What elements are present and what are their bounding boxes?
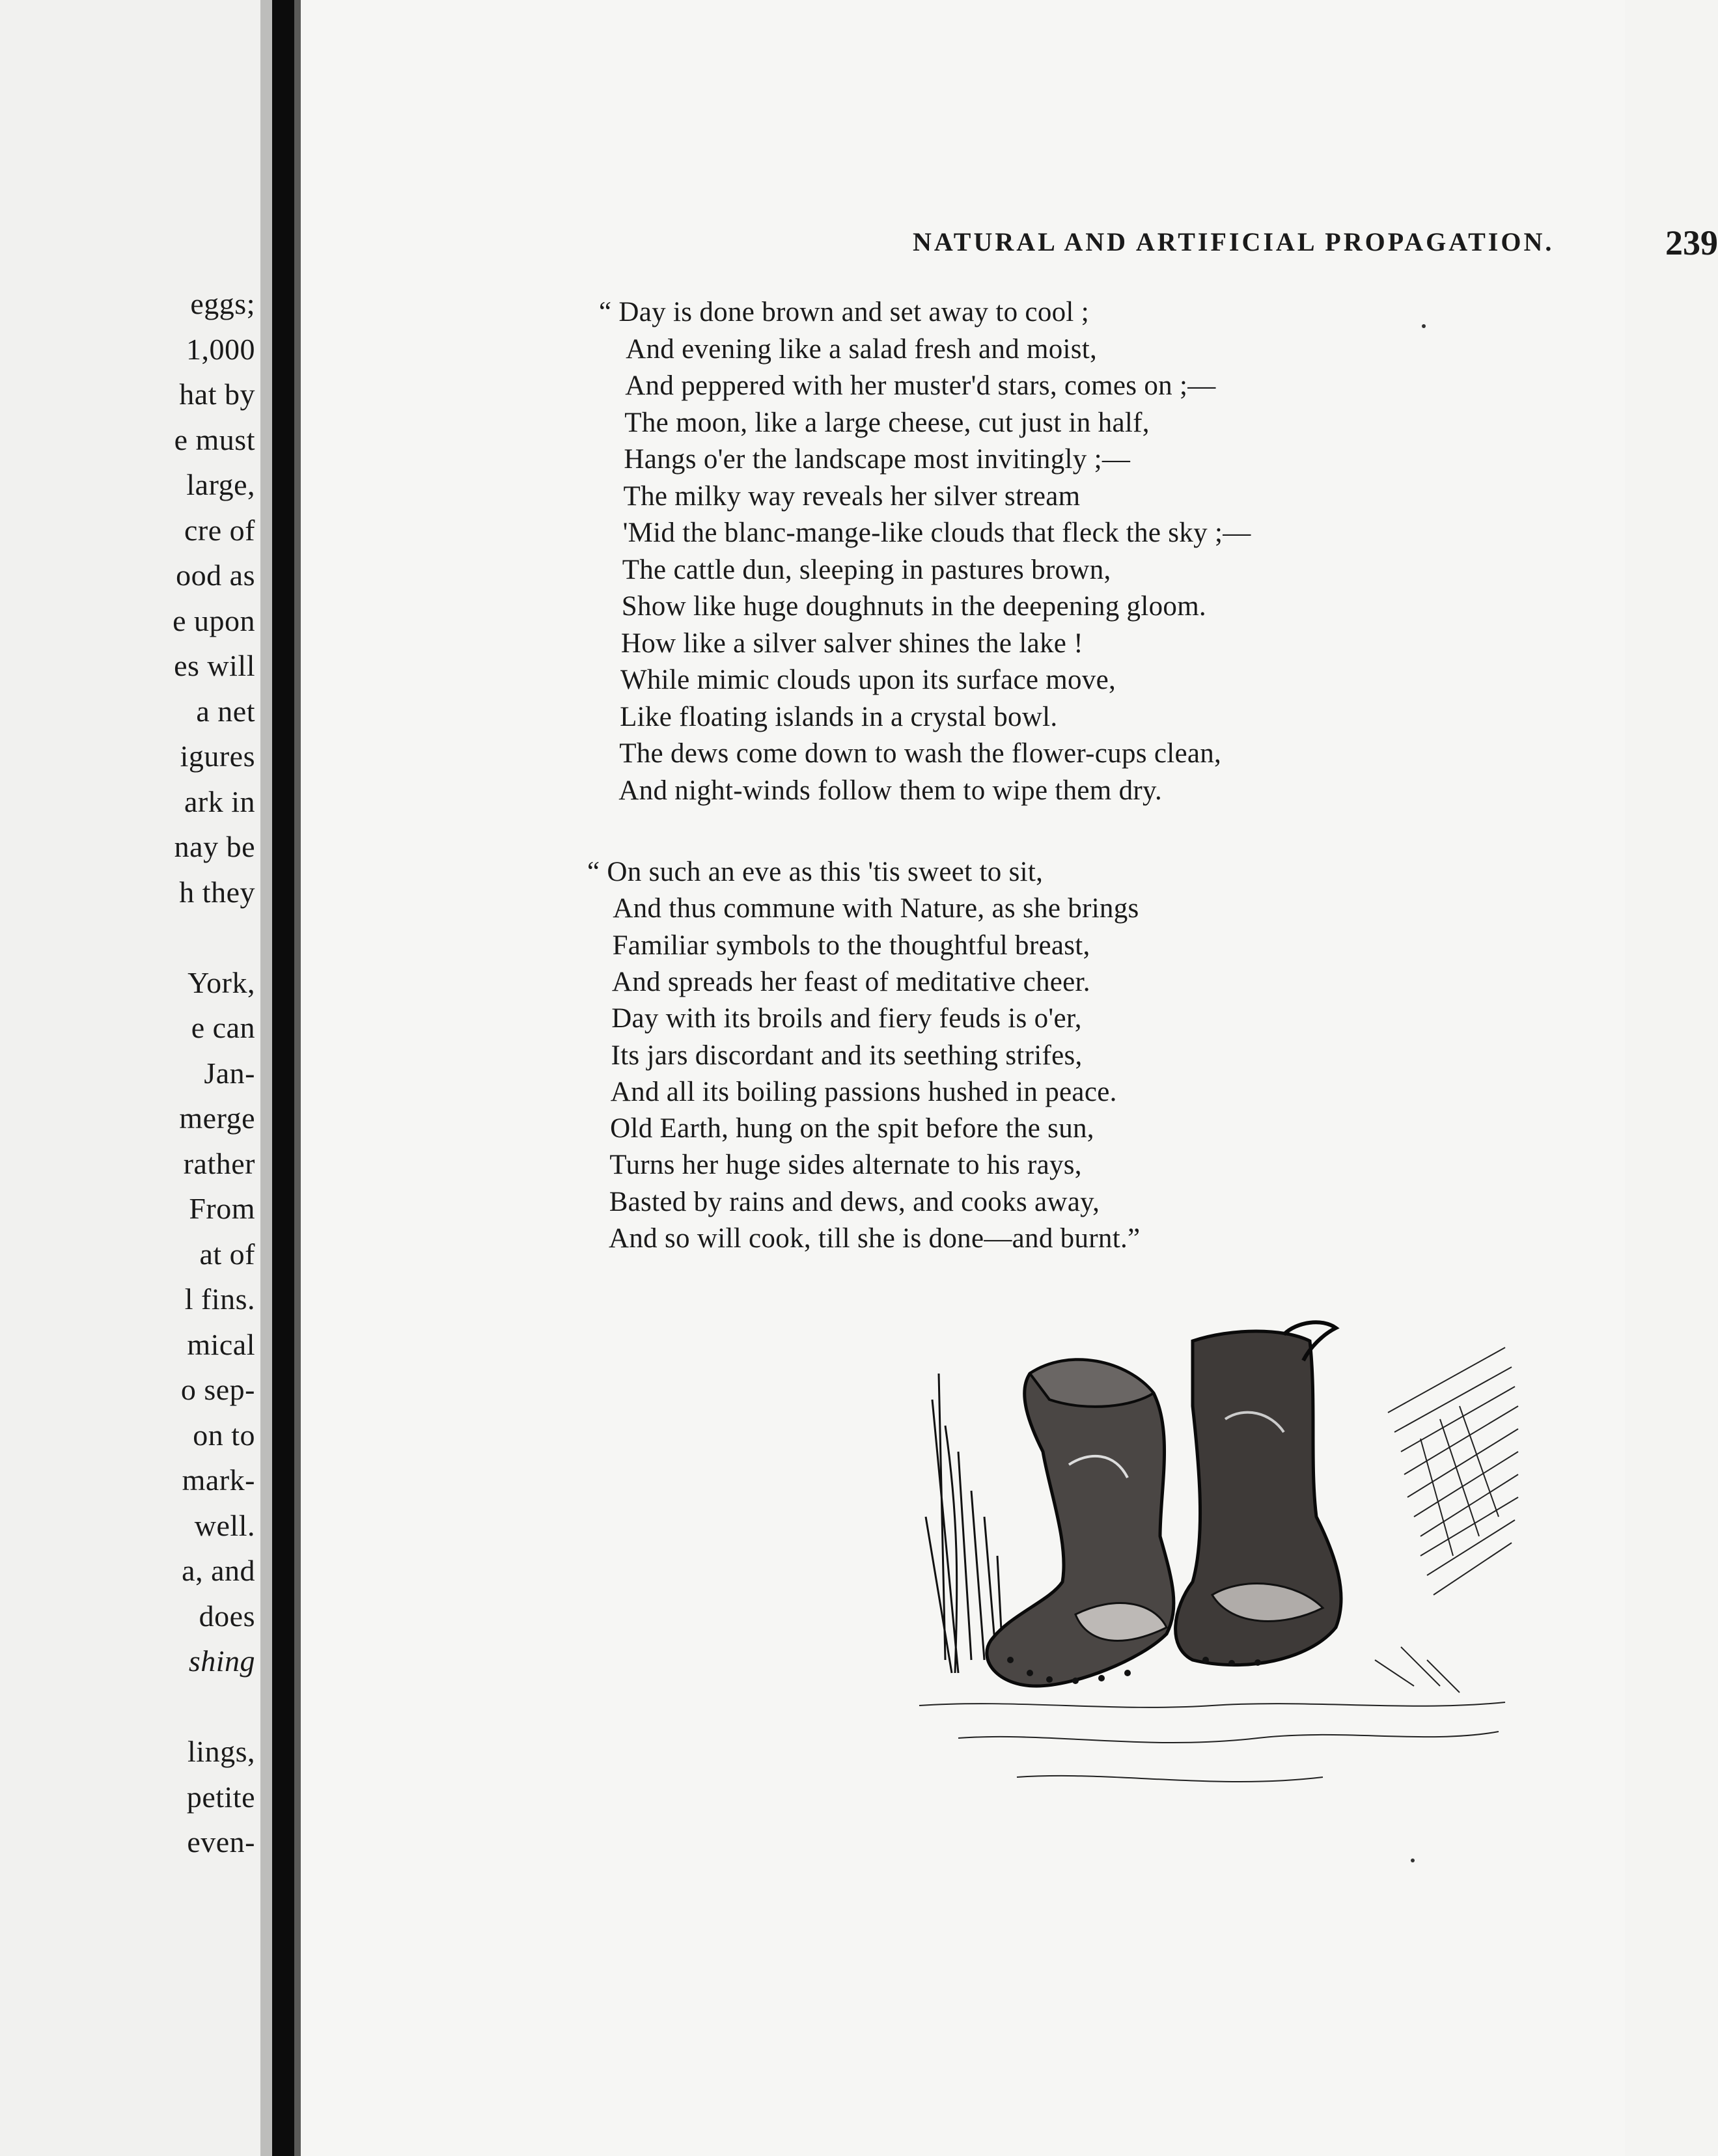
left-page-line: mark- <box>182 1463 255 1497</box>
left-page-line: does <box>199 1599 255 1633</box>
page-edge <box>260 0 272 2156</box>
right-page <box>301 0 1718 2156</box>
left-page-line: cre of <box>184 513 255 547</box>
poem-line: Old Earth, hung on the spit before the sun, <box>610 1113 1094 1144</box>
left-page-line: l fins. <box>184 1282 255 1316</box>
old-boots-engraving-icon <box>919 1321 1538 1829</box>
left-page-line: on to <box>193 1418 255 1452</box>
left-facing-page <box>0 0 260 2156</box>
poem-line: And spreads her feast of meditative cheer. <box>611 966 1090 997</box>
left-page-line: e upon <box>173 603 255 637</box>
poem-line: And all its boiling passions hushed in peace. <box>610 1076 1117 1107</box>
left-page-line: ood as <box>176 559 255 592</box>
poem-line: “ On such an eve as this 'tis sweet to sit, <box>587 857 1044 887</box>
poem-line: The moon, like a large cheese, cut just in half, <box>624 407 1150 438</box>
gutter-shadow <box>294 0 301 2156</box>
left-page-line: mical <box>187 1327 255 1361</box>
poem-line: Day with its broils and fiery feuds is o'er, <box>611 1003 1082 1034</box>
left-page-line: e must <box>174 422 255 456</box>
poem-line: And peppered with her muster'd stars, comes on ;— <box>625 370 1216 401</box>
page-number: 239 <box>1665 223 1718 262</box>
left-page-line: York, <box>187 965 255 999</box>
poem-line: Like floating islands in a crystal bowl. <box>620 701 1058 732</box>
poem-line: How like a silver salver shines the lake ! <box>620 628 1083 659</box>
left-page-line: nay be <box>174 830 255 863</box>
poem-line: And thus commune with Nature, as she brings <box>613 893 1139 924</box>
left-page-line: rather <box>183 1146 255 1180</box>
left-page-line: even- <box>187 1825 255 1859</box>
poem-line: Show like huge doughnuts in the deepening gloom. <box>621 591 1206 622</box>
poem-line: And evening like a salad fresh and moist, <box>626 333 1098 365</box>
left-page-line: ark in <box>184 784 255 818</box>
left-page-line: e can <box>191 1011 255 1044</box>
left-page-line: lings, <box>187 1735 255 1768</box>
poem-line: Familiar symbols to the thoughtful breast, <box>612 930 1090 961</box>
book-gutter <box>272 0 294 2156</box>
left-page-line: o sep- <box>180 1373 255 1406</box>
left-page-line: 1,000 <box>186 332 255 366</box>
left-page-line: Jan- <box>204 1056 255 1090</box>
poem-line: While mimic clouds upon its surface move, <box>620 665 1116 695</box>
left-page-line: large, <box>186 468 255 501</box>
left-page-line: hat by <box>179 378 255 411</box>
left-page-line: From <box>189 1192 255 1225</box>
left-page-line: at of <box>199 1237 255 1271</box>
left-page-line: shing <box>188 1644 255 1678</box>
poem-line: The milky way reveals her silver stream <box>623 480 1081 512</box>
poem-line: And night-winds follow them to wipe them dry. <box>618 775 1163 806</box>
ink-speck <box>1422 324 1426 328</box>
left-page-line: a, and <box>182 1554 255 1587</box>
poem-line: The dews come down to wash the flower-cups clean, <box>619 738 1222 769</box>
poem-line: Its jars discordant and its seething strifes, <box>611 1040 1083 1071</box>
ink-speck <box>1411 1859 1415 1862</box>
left-page-line: well. <box>194 1508 255 1542</box>
left-page-line: igures <box>180 739 255 773</box>
left-page-line: petite <box>186 1780 255 1814</box>
poem-line: Basted by rains and dews, and cooks away, <box>609 1186 1100 1217</box>
poem-line: Turns her huge sides alternate to his rays, <box>609 1150 1082 1181</box>
poem-line: 'Mid the blanc-mange-like clouds that fleck the sky ;— <box>622 518 1251 548</box>
poem-line: Hangs o'er the landscape most invitingly ;— <box>624 444 1131 475</box>
poem-line: And so will cook, till she is done—and burnt.” <box>609 1223 1141 1254</box>
poem-line: The cattle dun, sleeping in pastures brown, <box>622 554 1111 585</box>
left-page-line: a net <box>196 694 255 728</box>
left-page-line: es will <box>174 649 255 682</box>
running-head: NATURAL AND ARTIFICIAL PROPAGATION. <box>913 227 1555 256</box>
poem-line: “ Day is done brown and set away to cool ; <box>599 297 1089 327</box>
left-page-line: h they <box>179 875 255 909</box>
left-page-line: eggs; <box>190 287 255 320</box>
left-page-line: merge <box>179 1101 255 1135</box>
